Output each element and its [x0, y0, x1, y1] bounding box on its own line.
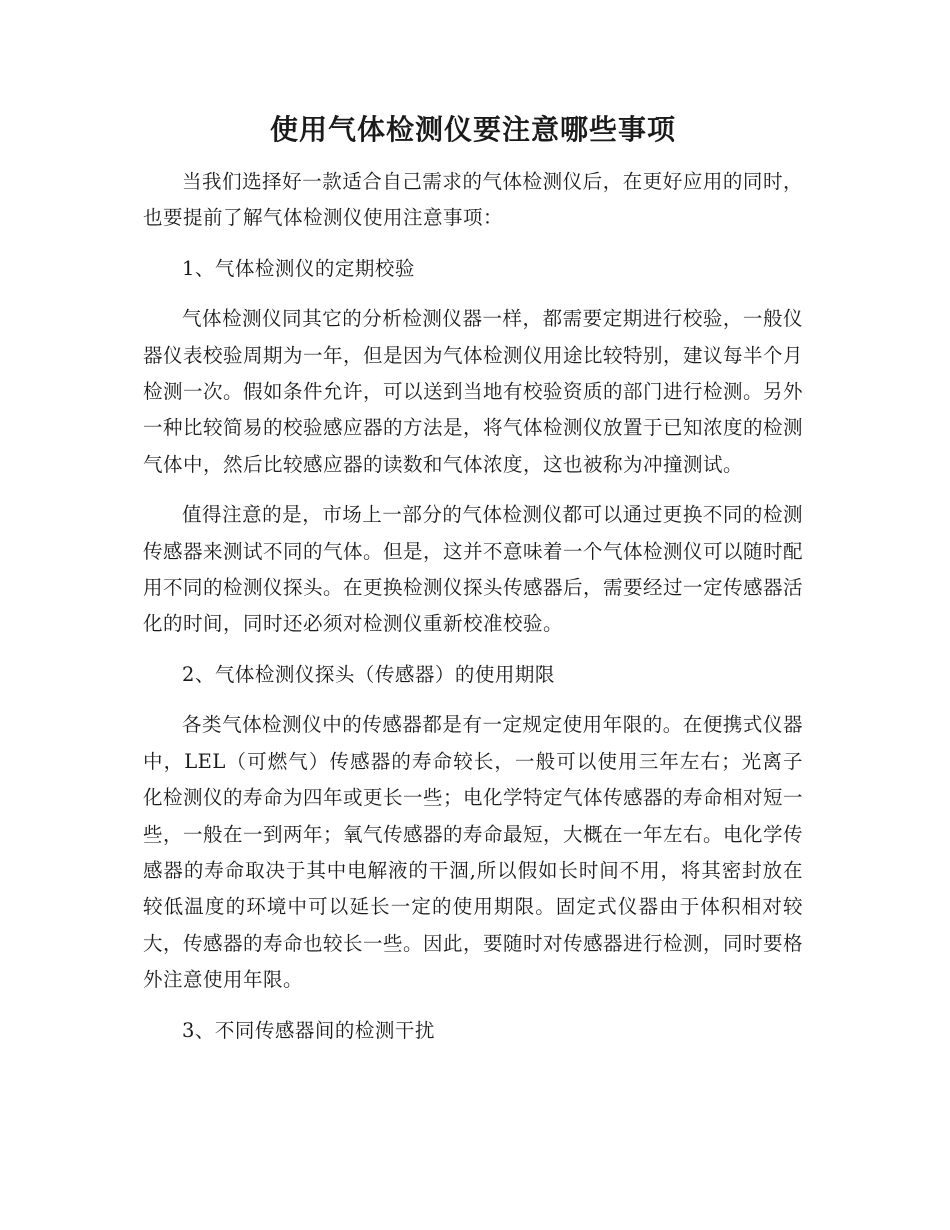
- section-heading-3: 3、不同传感器间的检测干扰: [182, 1018, 435, 1042]
- section-1-paragraph-2: 值得注意的是，市场上一部分的气体检测仪都可以通过更换不同的检测传感器来测试不同的气体。但是，这并不意味着一个气体检测仪可以随时配用不同的检测仪探头。在更换检测仪探头传感器后，需要经过一定传感器活化的时间，同时还必须对检测仪重新校准校验。: [143, 503, 804, 636]
- section-heading-2: 2、气体检测仪探头（传感器）的使用期限: [182, 662, 555, 686]
- section-2-paragraph-1: 各类气体检测仪中的传感器都是有一定规定使用年限的。在便携式仪器中，LEL（可燃气）传感器的寿命较长，一般可以使用三年左右；光离子化检测仪的寿命为四年或更长一些；电化学特定气体传感器的寿命相对短一些，一般在一到两年；氧气传感器的寿命最短，大概在一年左右。电化学传感器的寿命取决于其中电解液的干涸,所以假如长时间不用，将其密封放在较低温度的环境中可以延长一定的使用期限。固定式仪器由于体积相对较大，传感器的寿命也较长一些。因此，要随时对传感器进行检测，同时要格外注意使用年限。: [143, 713, 804, 992]
- document-page: [143, 110, 803, 1063]
- section-heading-1: 1、气体检测仪的定期校验: [182, 256, 415, 280]
- document-title: 使用气体检测仪要注意哪些事项: [269, 113, 676, 146]
- section-1-paragraph-1: 气体检测仪同其它的分析检测仪器一样，都需要定期进行校验，一般仪器仪表校验周期为一年，但是因为气体检测仪用途比较特别，建议每半个月检测一次。假如条件允许，可以送到当地有校验资质的部门进行检测。另外一种比较简易的校验感应器的方法是，将气体检测仪放置于已知浓度的检测气体中，然后比较感应器的读数和气体浓度，这也被称为冲撞测试。: [143, 307, 804, 476]
- intro-paragraph: 当我们选择好一款适合自己需求的气体检测仪后，在更好应用的同时，也要提前了解气体检测仪使用注意事项：: [143, 170, 803, 230]
